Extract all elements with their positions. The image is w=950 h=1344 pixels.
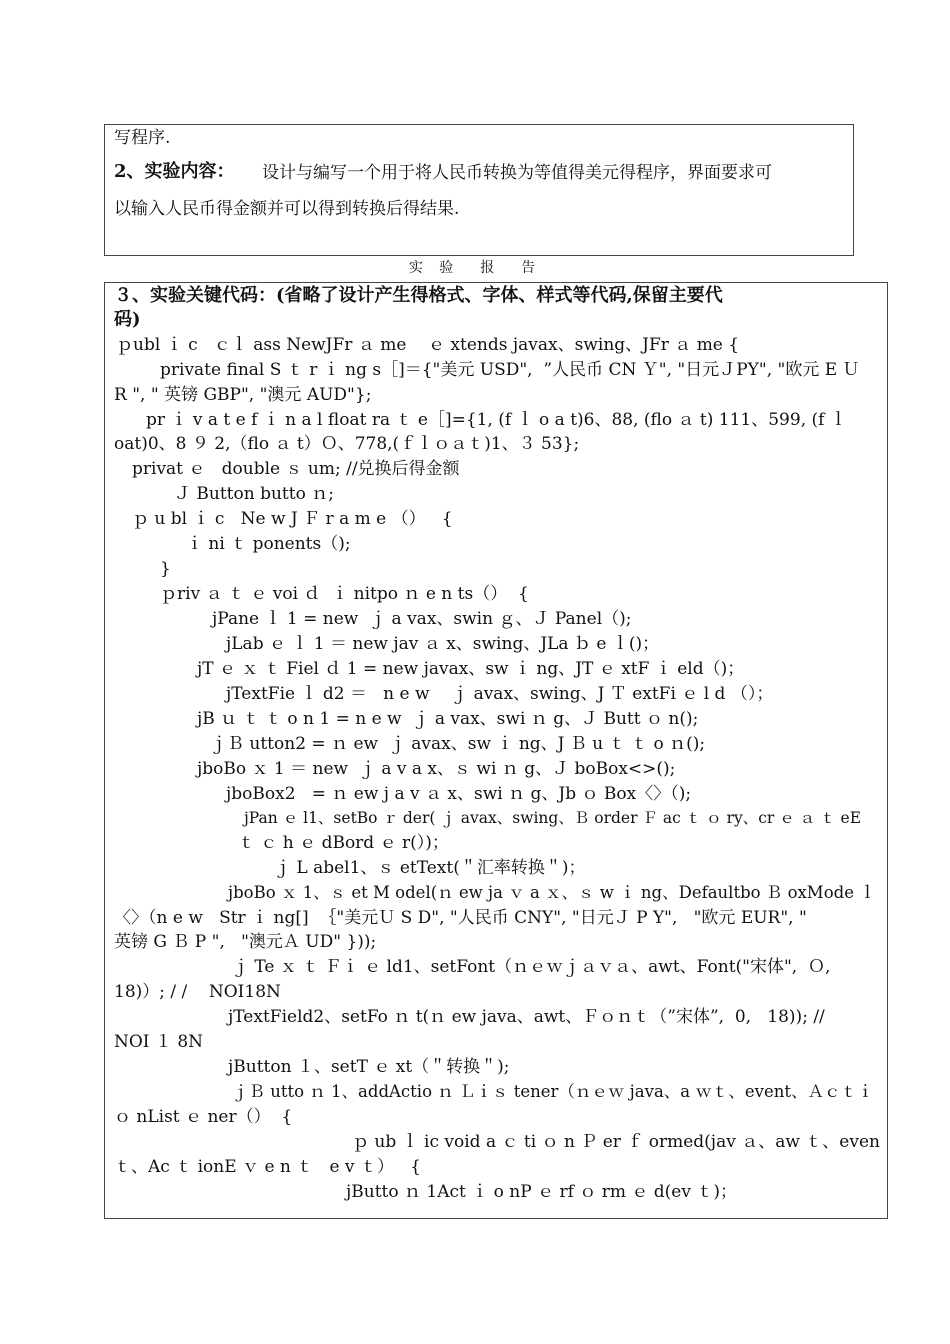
code-line: ｏ nList ｅ ner（） { — [114, 1107, 293, 1127]
code-line: jButto ｎ 1Act ｉ o nP ｅ rf ｏ rm ｅ d(ev ｔ)； — [346, 1182, 737, 1202]
code-line: jPan ｅ l1、setBo ｒ der( ｊ avax、swing、Ｂ order Ｆ ac ｔ ｏ ry、cr ｅ ａ ｔ eE — [244, 809, 862, 827]
code-line: jTextField2、setFo ｎ t(ｎ ew java、awt、Ｆｏｎｔ（”宋体”, 0, 18)); // — [228, 1007, 825, 1027]
code-line: jboBo ｘ 1 ＝ new ｊ a v a x、ｓ wi ｎ g、Ｊ boBox<>(); — [197, 759, 676, 779]
code-line: ｊＢ utton2 = ｎ ew ｊ avax、sw ｉ ng、J Ｂ u ｔ ｔ o ｎ(); — [210, 734, 706, 754]
code-line: pr ｉ v a t e f ｉ n a l float ra ｔ e［]={1, (f ｌ o a t)6、88, (flo ａ t) 111、599, (f ｌ — [146, 410, 847, 430]
code-line: 18)）; / / NOI18N — [114, 982, 281, 1002]
section-2-text-line-1: 设计与编写一个用于将人民币转换为等值得美元得程序，界面要求可 — [262, 163, 772, 183]
code-line: jLab ｅ ｌ 1 ＝ new jav ａ x、swing、JLa ｂ e ｌ()； — [226, 634, 660, 654]
code-line: R ", " 英镑 GBP", "澳元 AUD"}; — [114, 385, 372, 405]
code-line: jB ｕ ｔ ｔ o n 1 = n e w ｊ a vax、swi ｎ g、Ｊ Butt ｏ n(); — [197, 709, 699, 729]
code-line: jT ｅ ｘ ｔ Fiel ｄ 1 = new javax、sw ｉ ng、JT ｅ xtF ｉ eld（)； — [197, 659, 745, 679]
code-line: ｐ ub ｌ ic void a ｃ ti ｏ n Ｐ er ｆ ormed(jav ａ、aw ｔ、even — [352, 1132, 880, 1152]
section-3-heading-line-2: 码) — [114, 309, 141, 330]
code-line: jButton １、setT ｅ xt（＂转换＂); — [228, 1057, 510, 1077]
section-2-heading: 2、实验内容： — [114, 161, 235, 182]
section-2-text-line-2: 以输入人民币得金额并可以得到转换后得结果. — [114, 199, 460, 219]
code-line: 英镑 G Ｂ P ", "澳元Ａ UD" })); — [114, 932, 377, 952]
code-line: Ｊ Button butto ｎ; — [174, 484, 334, 504]
content-box-section-2 — [104, 124, 854, 256]
section-3-heading-line-1: ３、实验关键代码：(省略了设计产生得格式、字体、样式等代码,保留主要代 — [114, 285, 723, 306]
code-line: ｔ、Ac ｔ ionE ｖ e n ｔ e v ｔ） { — [114, 1157, 421, 1177]
code-line: private final S ｔ r ｉ ng s［]＝{"美元 USD", ”人民币 CN Ｙ", "日元ＪPY", "欧元 E Ｕ — [160, 360, 860, 380]
code-line: jboBox2 = ｎ ew j a v ａ x、swi ｎ g、Jb ｏ Box〈〉（); — [226, 784, 692, 804]
code-line: ｊＢ utto ｎ 1、addActio ｎ Ｌｉｓ tener（ｎｅｗ java、a ｗｔ、event、Ａｃｔｉ — [232, 1082, 874, 1101]
code-line: ｐriv ａ ｔ ｅ voi ｄ ｉ nitpo ｎ e n ts（） { — [160, 584, 529, 604]
code-line: ｊ L abel1、ｓ etText(＂汇率转换＂)； — [274, 858, 586, 878]
report-header: 实 验 报 告 — [408, 260, 542, 276]
code-line: ｐ u bl ｉ c Ne w J Ｆ r a m e （） { — [132, 509, 453, 529]
code-line: 〈〉（n e w Str ｉ ng[] ｛"美元Ｕ S D", "人民币 CNY", "日元Ｊ P Y", "欧元 EUR", " — [114, 908, 807, 928]
code-line: jTextFie ｌ d2 ＝ n e w ｊ avax、swing、J Ｔ extFi ｅ l d （）； — [226, 684, 774, 704]
code-line: } — [160, 559, 171, 579]
code-line: jPane ｌ 1 = new ｊ a vax、swin ｇ、Ｊ Panel（); — [212, 609, 632, 629]
code-line: ｔ ｃ h ｅ dBord ｅ r(）)； — [238, 833, 449, 853]
code-line: jboBo ｘ 1、ｓ et M odel(ｎ ew ja ｖ a ｘ、ｓ w ｉ ng、Defaultbo Ｂ oxMode ｌ — [228, 883, 876, 902]
code-line: privat ｅ double ｓ um; //兑换后得金额 — [132, 459, 460, 479]
code-line: ｐubl ｉ c ｃｌ ass NewJFr ａ me ｅ xtends javax、swing、JFr ａ me { — [116, 335, 740, 355]
code-line: NOI １ 8N — [114, 1032, 204, 1052]
code-line: oat)0、8 ９ 2,（flo ａ t）Ｏ、778,(ｆｌｏａｔ)1、３ 53}; — [114, 434, 580, 454]
code-line: ｊ Te ｘ ｔ Ｆｉ ｅ ld1、setFont（ｎｅｗｊａｖａ、awt、Font("宋体", Ｏ, — [232, 957, 831, 977]
previous-line-text: 写程序. — [114, 128, 171, 148]
code-line: ｉ ni ｔ ponents（); — [186, 534, 351, 554]
